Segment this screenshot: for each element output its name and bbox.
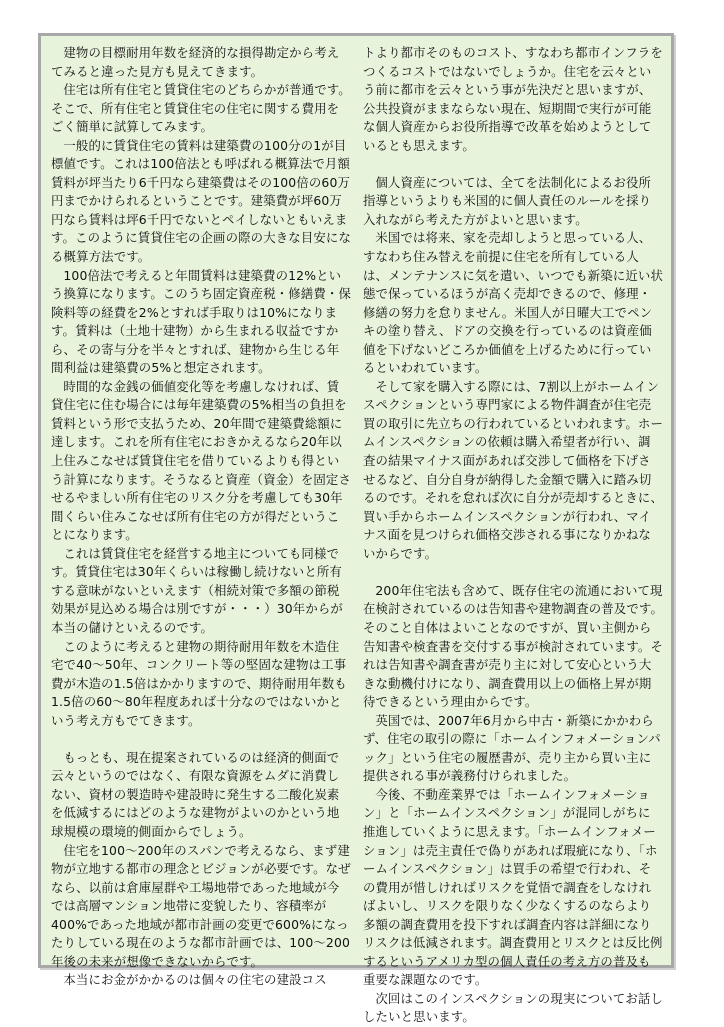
paragraph: 米国では将来、家を売却しようと思っている人、すなわち住み替えを前提に住宅を所有している人は、メンテナンスに気を遣い、いつでも新築に近い状態で保っているほうが高く売却できるので、修理・修繕の努力を怠りません。米国人が日曜大工でペンキの塗り替え、ドアの交換を行っているのは資産価値を下げないどころか価値を上げるために行っているといわれています。 (363, 230, 663, 376)
paragraph: 今後、不動産業界では「ホームインフォメーション」と「ホームインスペクション」が混同しがちに推進していくように思えます。「ホームインフォメーション」は売主責任で偽りがあれば瑕疵になり、「ホームインスペクション」は買手の希望で行われ、その費用が惜しければリスクを覚悟で調査をしなければよいし、リスクを限りなく少なくするのならより多額の調査費用を投下すれば調査内容は詳細になりリスクは低減されます。調査費用とリスクとは反比例するというアメリカ型の個人責任の考え方の普及も重要な課題なのです。 (363, 786, 663, 988)
paragraph: 一般的に賃貸住宅の賃料は建築費の100分の1が目標値です。これは100倍法とも呼ばれる概算法で月額賃料が坪当たり6千円なら建築費はその100倍の60万円までかけられるということです。建築費が坪60万円なら賃料は坪6千円でないとペイしないともいえます。このように賃貸住宅の企画の際の大きな目安になる概算方法です。 (51, 137, 351, 265)
paragraph: 住宅を100～200年のスパンで考えるなら、まず建物が立地する都市の理念とビジョンが必要です。なぜなら、以前は倉庫屋群や工場地帯であった地域が今では高層マンション地帯に変貌したり、容積率が400%であった地域が都市計画の変更で600%になったりしている現在のような都市計画では、100～200年後の未来が想像できないからです。 (51, 842, 351, 969)
paragraph: トより都市そのものコスト、すなわち都市インフラをつくるコストではないでしょうか。住宅を云々という前に都市を云々という事が先決だと思いますが、公共投資がままならない現在、短期間で実行が可能な個人資産からお役所指導で改革を始めようとしているとも思えます。 (363, 45, 663, 153)
paragraph: もっとも、現在提案されているのは経済的側面で云々というのではなく、有限な資源をムダに消費しない、資材の製造時や建設時に発生する二酸化炭素を低減するにはどのような建物がよいのかという地球規模の環境的側面からでしょう。 (51, 749, 340, 839)
paragraph: 建物の目標耐用年数を経済的な損得勘定から考えてみると違った見方も見えてきます。 (51, 45, 340, 79)
paragraph: 英国では、2007年6月から中古・新築にかかわらず、住宅の取引の際に「ホームインフォメーションパック」という住宅の履歴書が、売り主から買い主に提供される事が義務付けられました。 (363, 712, 661, 784)
paragraph: 200年住宅法も含めて、既存住宅の流通において現在検討されているのは告知書や建物調査の普及です。そのこと自体はよいことなのですが、買い主側から告知書や検査書を交付する事が検討されています。それは告知書や調査書が売り主に対して安心という大きな動機付けになり、調査費用以上の価格上昇が期待できるという理由からです。 (363, 582, 663, 710)
paragraph: そして家を購入する際には、7割以上がホームインスペクションという専門家による物件調査が住宅売買の取引に先立ちの行われているといわれます。ホームインスペクションの依頼は購入希望者が行い、調査の結果マイナス面があれば交渉して価格を下げさせるなど、自分自身が納得した金額で購入に踏み切るのです。それを怠れば次に自分が売却するときに、買い手からホームインスペクションが行われ、マイナス面を見つけられ価格交渉される事になりかねないからです。 (363, 378, 663, 561)
article-frame (38, 33, 674, 1025)
right-column (363, 44, 663, 1027)
paragraph: このように考えると建物の期待耐用年数を木造住宅で40～50年、コンクリート等の堅固な建物は工事費が木造の1.5倍はかかりますので、期待耐用年数も1.5倍の60～80年程度あれば十分なのではないかという考え方もでてきます。 (51, 638, 347, 728)
paragraph-spacer (51, 730, 351, 749)
paragraph: 本当にお金がかかるのは個々の住宅の建設コス (63, 972, 327, 988)
paragraph: 次回はこのインスペクションの現実についてお話ししたいと思います。 (363, 990, 663, 1025)
left-column (51, 44, 351, 990)
paragraph: 時間的な金銭の価値変化等を考慮しなければ、賃貸住宅に住む場合には毎年建築費の5%相当の負担を賃料という形で支払うため、20年間で建築費総額に達します。これを所有住宅におきかえるなら20年以上住みこなせば賃貸住宅を借りているよりも得という計算になります。そうなると資産（資金）を固定させるやましい所有住宅のリスク分を考慮しても30年間くらい住みこなせば所有住宅の方が得だということになります。 (51, 378, 351, 543)
paragraph-spacer (363, 563, 663, 582)
paragraph-spacer (363, 155, 663, 174)
paragraph: 個人資産については、全てを法制化によるお役所指導というよりも米国的に個人責任のルールを採り入れながら考えた方がよいと思います。 (363, 174, 652, 227)
paragraph: 住宅は所有住宅と賃貸住宅のどちらかが普通です。そこで、所有住宅と賃貸住宅の住宅に関する費用をごく簡単に試算してみます。 (51, 82, 351, 135)
paragraph: 100倍法で考えると年間賃料は建築費の12%という換算になります。このうち固定資産税・修繕費・保険料等の経費を2%とすれば手取りは10%になります。賃料は（土地十建物）から生まれる収益ですから、その寄与分を半々とすれば、建物から生じる年間利益は建築費の5%と想定されます。 (51, 267, 351, 376)
paragraph: これは賃貸住宅を経営する地主についても同様です。賃貸住宅は30年くらいは稼働し続けないと所有する意味がないといえます（相続対策で多額の節税効果が見込める場合は別ですが・・・）30年からが本当の儲けといえるのです。 (51, 545, 343, 635)
